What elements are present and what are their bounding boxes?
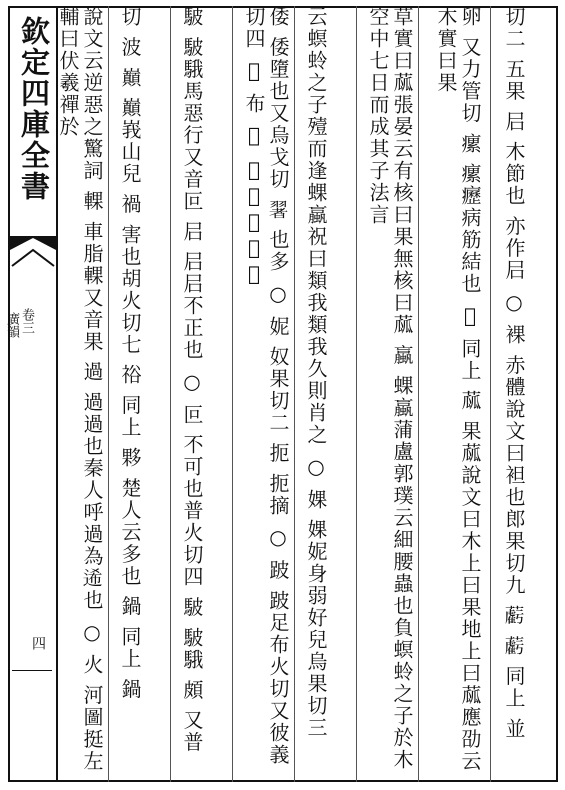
text-column-3 — [366, 6, 416, 776]
column-rule — [356, 6, 357, 782]
column-rule — [170, 6, 171, 782]
column-text: 草實曰蓏張晏云有核曰果無核曰蓏 蠃 蜾蠃蒲盧郭璞云細腰蟲也負螟蛉之子於木空中七日而成其子法言 — [366, 6, 414, 771]
book-margin — [4, 8, 58, 780]
column-rule — [294, 6, 295, 782]
column-rule — [108, 6, 109, 782]
rhyme-book-label: 廣韻 — [4, 312, 19, 338]
column-text: 卵 又力管切 瘰 瘰癧病筋結也 𤶇 同上 蓏 果蓏說文曰木上曰果地上曰蓏應劭云木實曰果 — [434, 6, 482, 773]
volume-label: 卷三 — [19, 308, 34, 334]
column-text: 說文云逆惡之驚詞 輠 車脂輠又音果 過 過過也秦人呼過為𨓇也 ○ 火 河圖挺左輔曰伏羲禪於 — [56, 6, 104, 773]
text-column-8 — [56, 6, 106, 776]
text-column-6 — [180, 6, 230, 776]
book-title: 欽定四庫全書 — [17, 16, 51, 202]
text-column-4 — [304, 6, 354, 776]
text-column-1 — [502, 6, 552, 776]
margin-rule — [12, 670, 52, 671]
page-mark: 四 — [30, 636, 46, 650]
column-text: 倭 倭墮也又烏戈切 𦑥 也多 ○ 妮 奴果切二 扼 扼摘 ○ 跛 跛足布火切又彼義切四 𡧸 布 𡧸 𡧸揚又窗切 — [242, 6, 290, 766]
column-text: 切 波 巔 巔峩山兒 禍 害也胡火切七 𥙿 同上 夥 楚人云多也 鍋 同上 鍋 — [118, 6, 142, 701]
text-column-5 — [242, 6, 292, 776]
column-text: 云螟蛉之子殪而逢蜾蠃祝曰類我類我久則肖之 ○ 婐 婐妮身弱好兒烏果切三 — [304, 6, 328, 740]
text-column-2 — [434, 6, 484, 776]
column-text: 駊 駊騀馬惡行又音叵 𡰪 𡰪𡰪不正也 ○ 叵 不可也普火切四 駊 駊騀 頗 又普 — [180, 6, 204, 754]
fishtail-ornament — [10, 236, 56, 268]
text-column-7 — [118, 6, 168, 776]
column-rule — [490, 6, 491, 782]
column-text: 切二 五果 𡰪 木節也 亦作𡰪 ○ 裸 赤體說文曰袒也郎果切九 𧃷 𧃷 同上 並 — [502, 6, 526, 740]
column-rule — [418, 6, 419, 782]
column-rule — [232, 6, 233, 782]
